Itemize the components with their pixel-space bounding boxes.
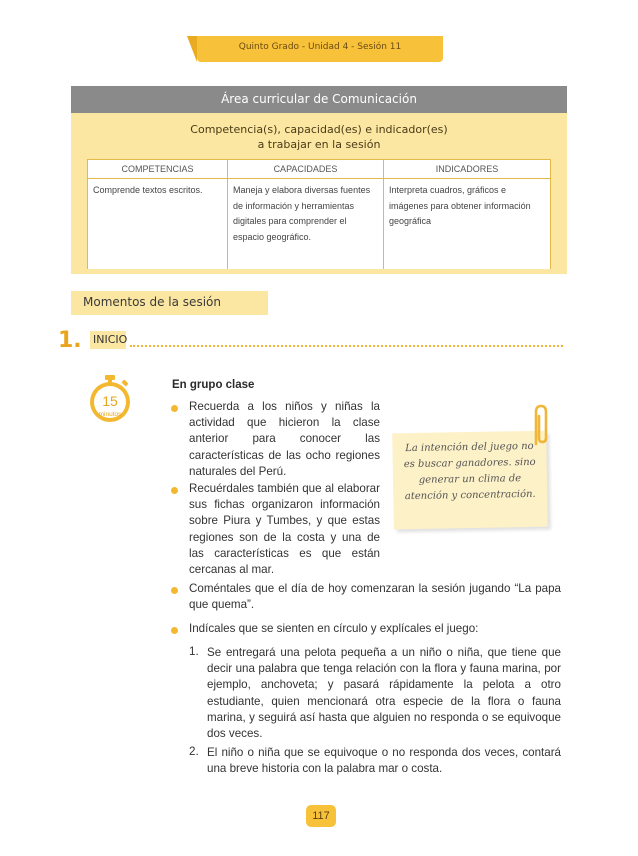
bullet-text: Recuerda a los niños y niñas la actividad que hicieron la clase anterior para conocer las características de las ocho regiones naturales del Perú. bbox=[189, 400, 380, 478]
dotted-divider bbox=[130, 345, 563, 347]
section-number: 1. bbox=[58, 328, 82, 353]
sticky-note bbox=[392, 431, 548, 530]
timer-unit: minutos bbox=[98, 411, 122, 418]
stopwatch-icon bbox=[86, 375, 134, 423]
table-header: COMPETENCIAS bbox=[88, 160, 228, 179]
step-number: 2. bbox=[189, 745, 199, 758]
table-header: CAPACIDADES bbox=[228, 160, 384, 179]
step-text: El niño o niña que se equivoque o no responda dos veces, contará una breve historia con la palabra mar o costa. bbox=[207, 746, 561, 776]
bullet-dot bbox=[171, 487, 178, 494]
bullet-dot bbox=[171, 627, 178, 634]
moments-heading: Momentos de la sesión bbox=[71, 291, 268, 315]
bullet-text: Coméntales que el día de hoy comenzaran la sesión jugando “La papa que quema”. bbox=[189, 582, 561, 612]
competence-title: Competencia(s), capacidad(es) e indicador(es) a trabajar en la sesión bbox=[190, 123, 448, 151]
group-heading: En grupo clase bbox=[172, 379, 255, 391]
table-cell: Interpreta cuadros, gráficos e imágenes para obtener información geográfica bbox=[384, 179, 551, 270]
section-label: INICIO bbox=[90, 331, 126, 349]
paperclip-icon bbox=[530, 404, 550, 448]
area-title: Área curricular de Comunicación bbox=[71, 86, 567, 113]
header-tab bbox=[197, 36, 443, 62]
bullet-text: Recuérdales también que al elaborar sus fichas organizaron información sobre Piura y Tumbes, y que estas regiones son de la costa y una de las características es que están cercanas al mar. bbox=[189, 482, 380, 577]
timer-value: 15 bbox=[102, 393, 118, 409]
step-number: 1. bbox=[189, 645, 199, 658]
step-text: Se entregará una pelota pequeña a un niño o niña, que tiene que decir una palabra que tenga relación con la flora y fauna marina, por ejemplo, anchoveta; y pasará rápidamente la pelota a otro estudiante, quien mencionará otra especie de la flora o fauna marina, y seguirá así hasta que alguien no responda o se equivoque dos veces. bbox=[207, 646, 561, 741]
bullet-dot bbox=[171, 405, 178, 412]
curricular-area-panel bbox=[71, 86, 567, 274]
table-header: INDICADORES bbox=[384, 160, 551, 179]
page-number: 117 bbox=[306, 805, 336, 827]
table-cell: Maneja y elabora diversas fuentes de información y herramientas digitales para comprender el espacio geográfico. bbox=[228, 179, 384, 270]
table-cell: Comprende textos escritos. bbox=[88, 179, 228, 270]
competence-table bbox=[87, 159, 551, 269]
bullet-dot bbox=[171, 587, 178, 594]
note-text: La intención del juego no es buscar ganadores. sino generar un clima de atención y concentración. bbox=[403, 440, 536, 503]
unit-label: Quinto Grado - Unidad 4 - Sesión 11 bbox=[238, 42, 402, 52]
bullet-text: Indícales que se sienten en círculo y explícales el juego: bbox=[189, 622, 479, 635]
